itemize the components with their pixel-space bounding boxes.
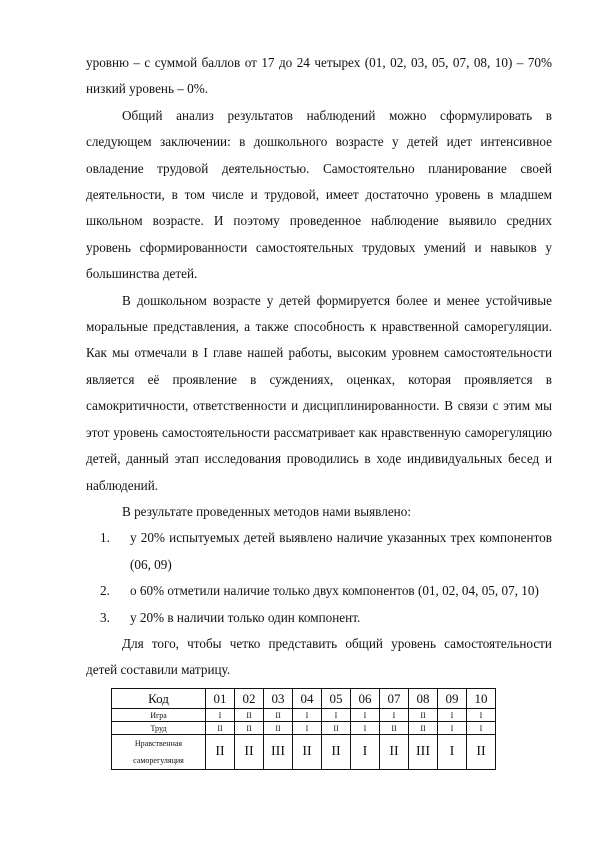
table-cell: II (235, 735, 264, 770)
results-list (86, 525, 552, 631)
list-item (86, 525, 552, 578)
table-cell: I (438, 722, 467, 735)
table-header-cell: 06 (351, 689, 380, 709)
table-row (112, 735, 496, 770)
list-number: 1. (100, 530, 110, 546)
table-cell: II (380, 722, 409, 735)
paragraph-summary: Общий анализ результатов наблюдений можно сформулировать в следующем заключении: в дошкольного возрасте у детей идет интенсивное овладение трудовой деятельностью. Самостоятельно планирование своей деятельности, в том числе и трудовой, имеет достаточно уровень в младшем школьном возрасте. И поэтому проведенное наблюдение выявило средних уровень сформированности самостоятельных трудовых умений и навыков у большинства детей. (86, 107, 552, 282)
table-cell: II (206, 735, 235, 770)
list-text: у 20% в наличии только один компонент. (130, 609, 361, 625)
paragraph-matrix-intro: Для того, чтобы четко представить общий уровень самостоятельности детей составили матрицу. (86, 635, 552, 678)
table-header-cell: 09 (438, 689, 467, 709)
table-cell: II (467, 735, 496, 770)
table-cell: I (351, 709, 380, 722)
matrix-table-wrap (111, 688, 496, 770)
table-header-cell: 07 (380, 689, 409, 709)
paragraph-results-intro: В результате проведенных методов нами выявлено: (122, 503, 411, 519)
table-header-cell: 03 (264, 689, 293, 709)
table-cell: II (206, 722, 235, 735)
list-text: у 20% испытуемых детей выявлено наличие указанных трех компонентов (06, 09) (130, 530, 552, 572)
table-header-cell: 10 (467, 689, 496, 709)
table-cell: II (264, 722, 293, 735)
table-cell: II (264, 709, 293, 722)
table-header-cell: 08 (409, 689, 438, 709)
document-body (86, 50, 552, 684)
table-row-label: Игра (112, 709, 206, 722)
list-number: 3. (100, 609, 110, 625)
table-header-cell: 01 (206, 689, 235, 709)
table-row-label: Труд (112, 722, 206, 735)
list-number: 2. (100, 583, 110, 599)
table-cell: II (409, 709, 438, 722)
table-cell: I (467, 709, 496, 722)
table-header-row (112, 689, 496, 709)
list-item (86, 605, 552, 631)
table-cell: II (235, 722, 264, 735)
table-cell: I (293, 709, 322, 722)
table-header-cell: 02 (235, 689, 264, 709)
table-cell: II (235, 709, 264, 722)
list-item (86, 578, 552, 604)
table-header-cell: 05 (322, 689, 351, 709)
table-cell: I (351, 722, 380, 735)
table-cell: II (322, 722, 351, 735)
table-cell: II (409, 722, 438, 735)
table-cell: II (293, 735, 322, 770)
table-row (112, 709, 496, 722)
table-row-label: Нравственная саморегуляция (112, 735, 206, 770)
table-header-label: Код (112, 689, 206, 709)
paragraph-continuation: уровню – с суммой баллов от 17 до 24 четырех (01, 02, 03, 05, 07, 08, 10) – 70% низкий уровень – 0%. (86, 55, 552, 97)
table-cell: I (438, 735, 467, 770)
table-cell: II (322, 735, 351, 770)
table-cell: I (438, 709, 467, 722)
table-header-cell: 04 (293, 689, 322, 709)
paragraph-moral: В дошкольном возрасте у детей формируется более и менее устойчивые моральные представления, а также способность к нравственной саморегуляции. Как мы отмечали в I главе нашей работы, высоким уровнем самостоятельности является её проявление в суждениях, оценках, которая проявляется в самокритичности, ответственности и дисциплинированности. В связи с этим мы этот уровень самостоятельности рассматривает как нравственную саморегуляцию детей, данный этап исследования проводились в ходе индивидуальных бесед и наблюдений. (86, 292, 552, 493)
table-cell: III (409, 735, 438, 770)
table-cell: I (380, 709, 409, 722)
list-text: о 60% отметили наличие только двух компонентов (01, 02, 04, 05, 07, 10) (130, 583, 539, 599)
table-cell: I (293, 722, 322, 735)
table-cell: II (380, 735, 409, 770)
table-cell: I (322, 709, 351, 722)
table-row (112, 722, 496, 735)
table-cell: I (206, 709, 235, 722)
matrix-table (111, 688, 496, 770)
table-cell: III (264, 735, 293, 770)
table-cell: I (467, 722, 496, 735)
table-cell: I (351, 735, 380, 770)
